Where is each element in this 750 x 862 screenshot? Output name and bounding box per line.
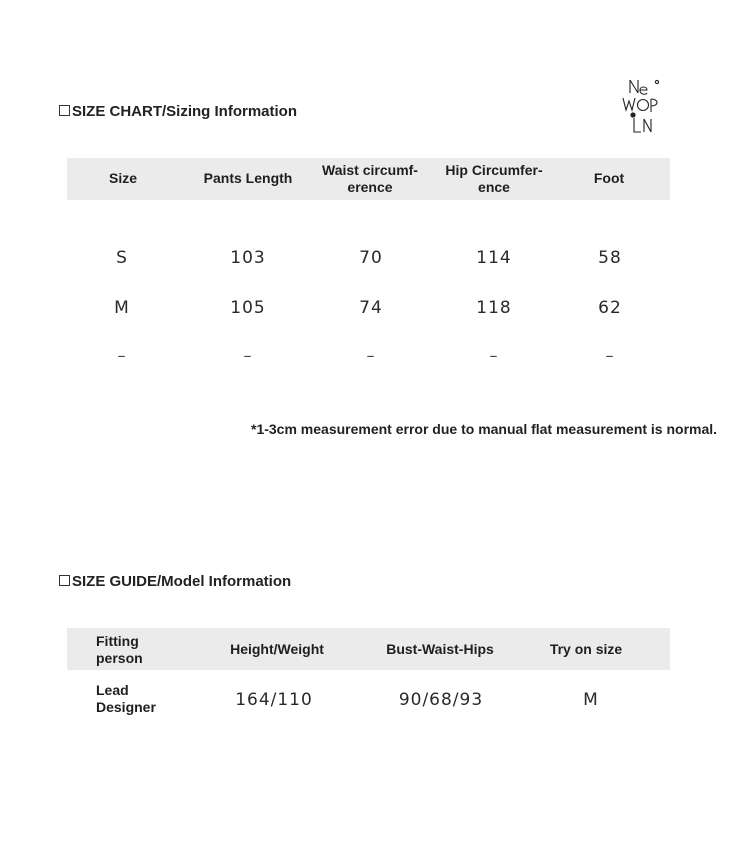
cell-hip: 118	[476, 298, 512, 318]
cell-pants-length: 105	[230, 298, 266, 318]
header-waist	[322, 162, 418, 196]
checkbox-icon	[59, 105, 70, 116]
cell-size: M	[114, 298, 130, 318]
measurement-note: *1-3cm measurement error due to manual flat measurement is normal.	[251, 421, 718, 437]
cell-size: S	[116, 248, 128, 268]
header-foot: Foot	[593, 170, 625, 186]
sizing-section-title	[59, 103, 297, 120]
header-waist-line2: erence	[347, 179, 393, 195]
model-table-header	[67, 628, 670, 670]
cell-size: –	[117, 346, 127, 365]
header-fitting-line1: Fitting	[96, 633, 139, 649]
header-fitting-line2: person	[96, 650, 143, 666]
header-height-weight: Height/Weight	[230, 641, 324, 657]
header-hip	[445, 162, 542, 196]
cell-height-weight: 164/110	[235, 690, 313, 710]
model-section-title	[59, 573, 291, 590]
header-hip-line2: ence	[478, 179, 510, 195]
header-pants-length: Pants Length	[203, 170, 293, 186]
cell-pants-length: 103	[230, 248, 266, 268]
cell-bust-waist-hips: 90/68/93	[398, 690, 484, 710]
checkbox-icon	[59, 575, 70, 586]
brand-logo-icon	[614, 76, 670, 142]
cell-try-on-size: M	[583, 690, 599, 710]
cell-person-line1: Lead	[96, 682, 129, 698]
sizing-table-header	[67, 158, 670, 200]
cell-hip: 114	[476, 248, 512, 268]
header-try-on-size: Try on size	[549, 641, 623, 657]
header-fitting-person	[96, 633, 143, 667]
header-hip-line1: Hip Circumfer-	[445, 162, 543, 178]
cell-waist: 74	[359, 298, 383, 318]
cell-pants-length: –	[243, 346, 253, 365]
header-bust-waist-hips: Bust-Waist-Hips	[386, 641, 494, 657]
cell-foot: –	[605, 346, 615, 365]
cell-person-line2: Designer	[96, 699, 156, 715]
cell-waist: 70	[359, 248, 383, 268]
sizing-title-text: SIZE CHART/Sizing Information	[72, 103, 297, 120]
cell-foot: 62	[598, 298, 622, 318]
cell-waist: –	[366, 346, 376, 365]
header-size: Size	[108, 170, 138, 186]
model-title-text: SIZE GUIDE/Model Information	[72, 573, 292, 590]
cell-foot: 58	[598, 248, 622, 268]
cell-fitting-person	[96, 682, 156, 716]
header-waist-line1: Waist circumf-	[322, 162, 418, 178]
cell-hip: –	[489, 346, 499, 365]
